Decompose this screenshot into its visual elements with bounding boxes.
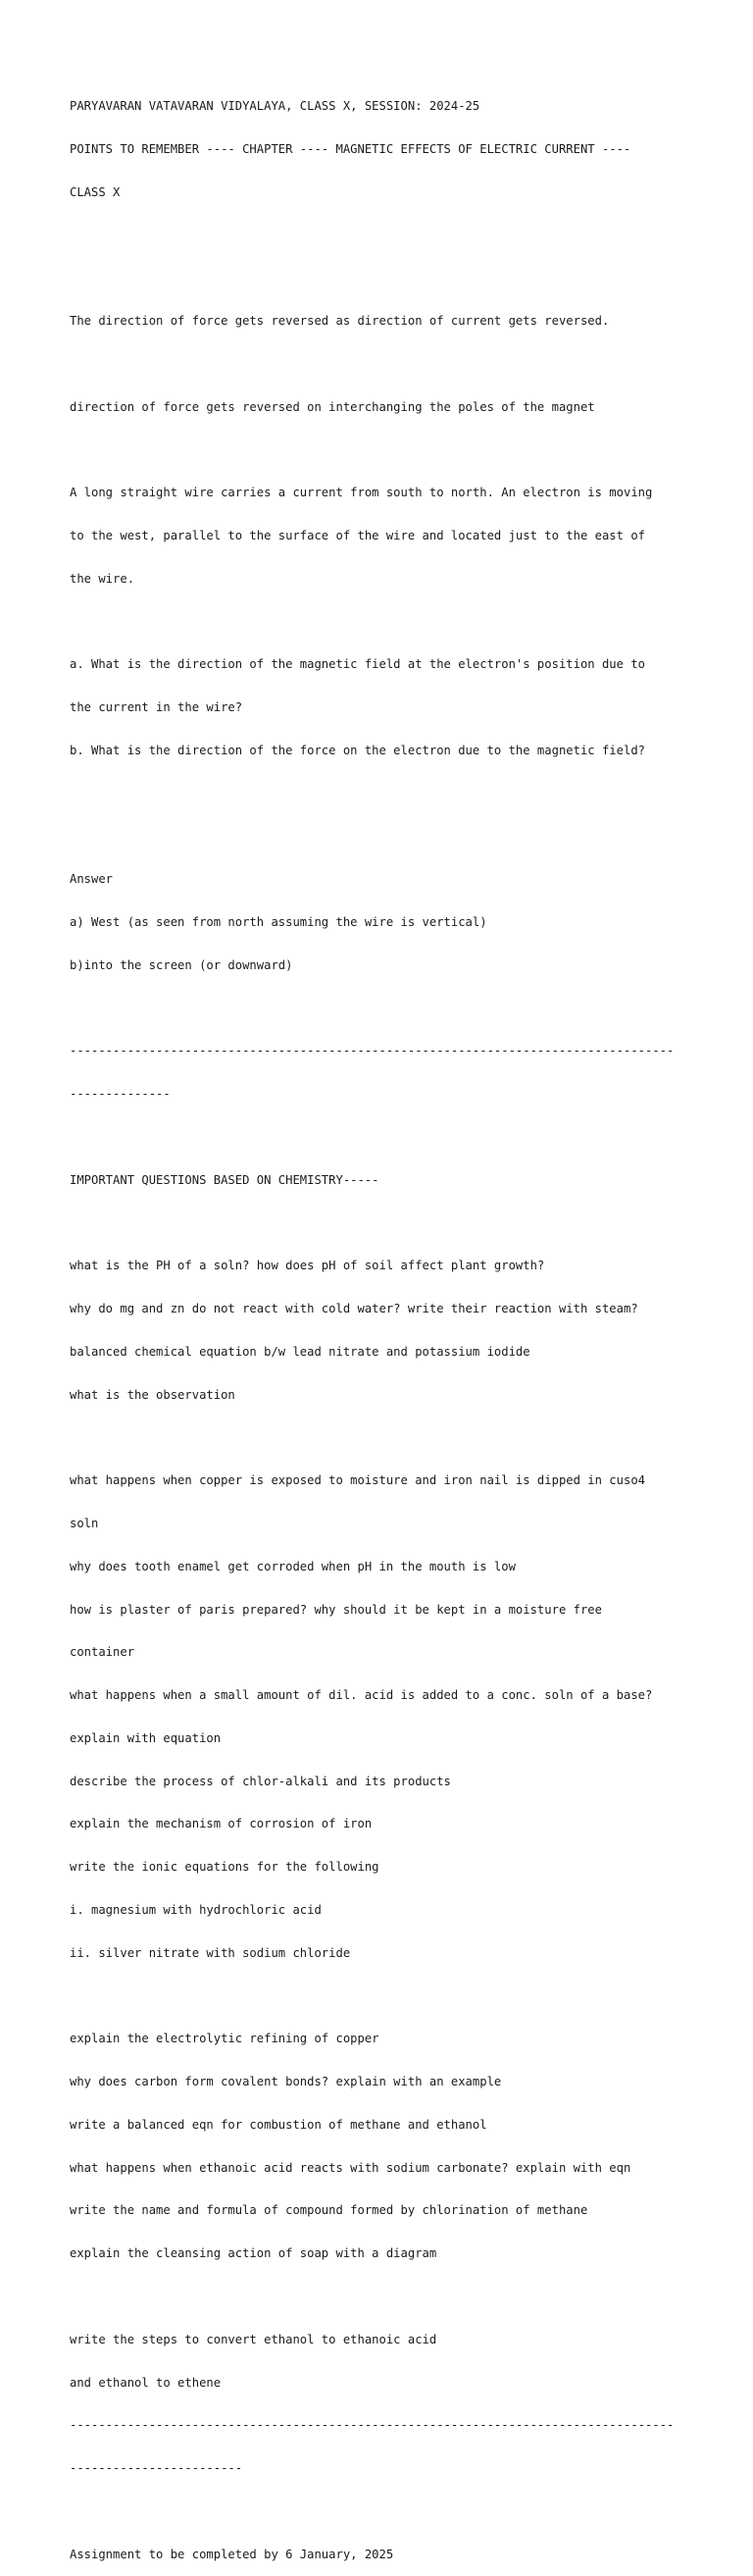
text-line: the current in the wire? [70, 700, 243, 715]
text-line: IMPORTANT QUESTIONS BASED ON CHEMISTRY----- [70, 1172, 379, 1187]
text-line: -------------- [70, 1087, 171, 1102]
text-line [70, 229, 697, 243]
text-line [70, 787, 697, 801]
text-line: A long straight wire carries a current from south to north. An electron is moving [70, 486, 653, 500]
text-line: direction of force gets reversed on interchanging the poles of the magnet [70, 399, 595, 414]
text-line: how is plaster of paris prepared? why should it be kept in a moisture free [70, 1602, 602, 1617]
text-line: describe the process of chlor-alkali and its products [70, 1774, 451, 1788]
text-line: write the ionic equations for the following [70, 1860, 379, 1875]
text-line: POINTS TO REMEMBER ---- CHAPTER ---- MAGNETIC EFFECTS OF ELECTRIC CURRENT ---- [70, 141, 631, 156]
text-line: why does carbon form covalent bonds? explain with an example [70, 2075, 502, 2089]
text-line: The direction of force gets reversed as direction of current gets reversed. [70, 314, 610, 329]
text-line: explain the mechanism of corrosion of iron [70, 1817, 373, 1831]
text-line: what is the observation [70, 1387, 235, 1402]
text-line: and ethanol to ethene [70, 2375, 222, 2390]
text-line: ii. silver nitrate with sodium chloride [70, 1945, 351, 1960]
text-line [70, 1002, 697, 1016]
text-line: balanced chemical equation b/w lead nitrate and potassium iodide [70, 1344, 530, 1359]
text-line [70, 2504, 697, 2519]
text-line: why does tooth enamel get corroded when pH in the mouth is low [70, 1559, 516, 1573]
text-line: ------------------------ [70, 2461, 243, 2476]
text-line: what happens when a small amount of dil. acid is added to a conc. soln of a base? [70, 1688, 653, 1703]
text-line: Assignment to be completed by 6 January, 2025 [70, 2547, 394, 2561]
text-line: write the steps to convert ethanol to ethanoic acid [70, 2332, 437, 2346]
text-line: ------------------------------------------------------------------------------------ [70, 1044, 675, 1058]
text-line [70, 829, 697, 844]
text-line: write a balanced eqn for combustion of methane and ethanol [70, 2117, 487, 2132]
text-line [70, 615, 697, 630]
text-line [70, 1989, 697, 2004]
text-line [70, 442, 697, 457]
text-line: soln [70, 1516, 99, 1530]
text-line: explain with equation [70, 1730, 222, 1745]
text-line [70, 2290, 697, 2304]
text-line: CLASS X [70, 184, 121, 199]
text-line [70, 1430, 697, 1445]
text-line: ------------------------------------------------------------------------------------ [70, 2418, 675, 2433]
text-line: to the west, parallel to the surface of the wire and located just to the east of [70, 529, 645, 542]
text-line: explain the electrolytic refining of copper [70, 2032, 379, 2046]
text-line: what happens when copper is exposed to moisture and iron nail is dipped in cuso4 [70, 1473, 645, 1488]
text-line: Answer [70, 872, 114, 887]
text-line [70, 1130, 697, 1145]
text-line: PARYAVARAN VATAVARAN VIDYALAYA, CLASS X, SESSION: 2024-25 [70, 99, 480, 114]
text-line [70, 271, 697, 285]
text-line: container [70, 1645, 135, 1660]
text-line: explain the cleansing action of soap with a diagram [70, 2246, 437, 2261]
text-line [70, 1216, 697, 1231]
text-line: a) West (as seen from north assuming the wire is vertical) [70, 915, 487, 930]
document-body [70, 71, 697, 2576]
text-line: write the name and formula of compound formed by chlorination of methane [70, 2203, 588, 2218]
text-line: a. What is the direction of the magnetic field at the electron's position due to [70, 657, 645, 672]
text-line: what happens when ethanoic acid reacts with sodium carbonate? explain with eqn [70, 2160, 631, 2175]
text-line: i. magnesium with hydrochloric acid [70, 1903, 322, 1917]
text-line: why do mg and zn do not react with cold water? write their reaction with steam? [70, 1302, 638, 1316]
text-line: the wire. [70, 571, 135, 586]
text-line: b)into the screen (or downward) [70, 957, 293, 972]
text-line: what is the PH of a soln? how does pH of soil affect plant growth? [70, 1259, 545, 1273]
text-line: b. What is the direction of the force on the electron due to the magnetic field? [70, 743, 645, 757]
text-line [70, 357, 697, 372]
